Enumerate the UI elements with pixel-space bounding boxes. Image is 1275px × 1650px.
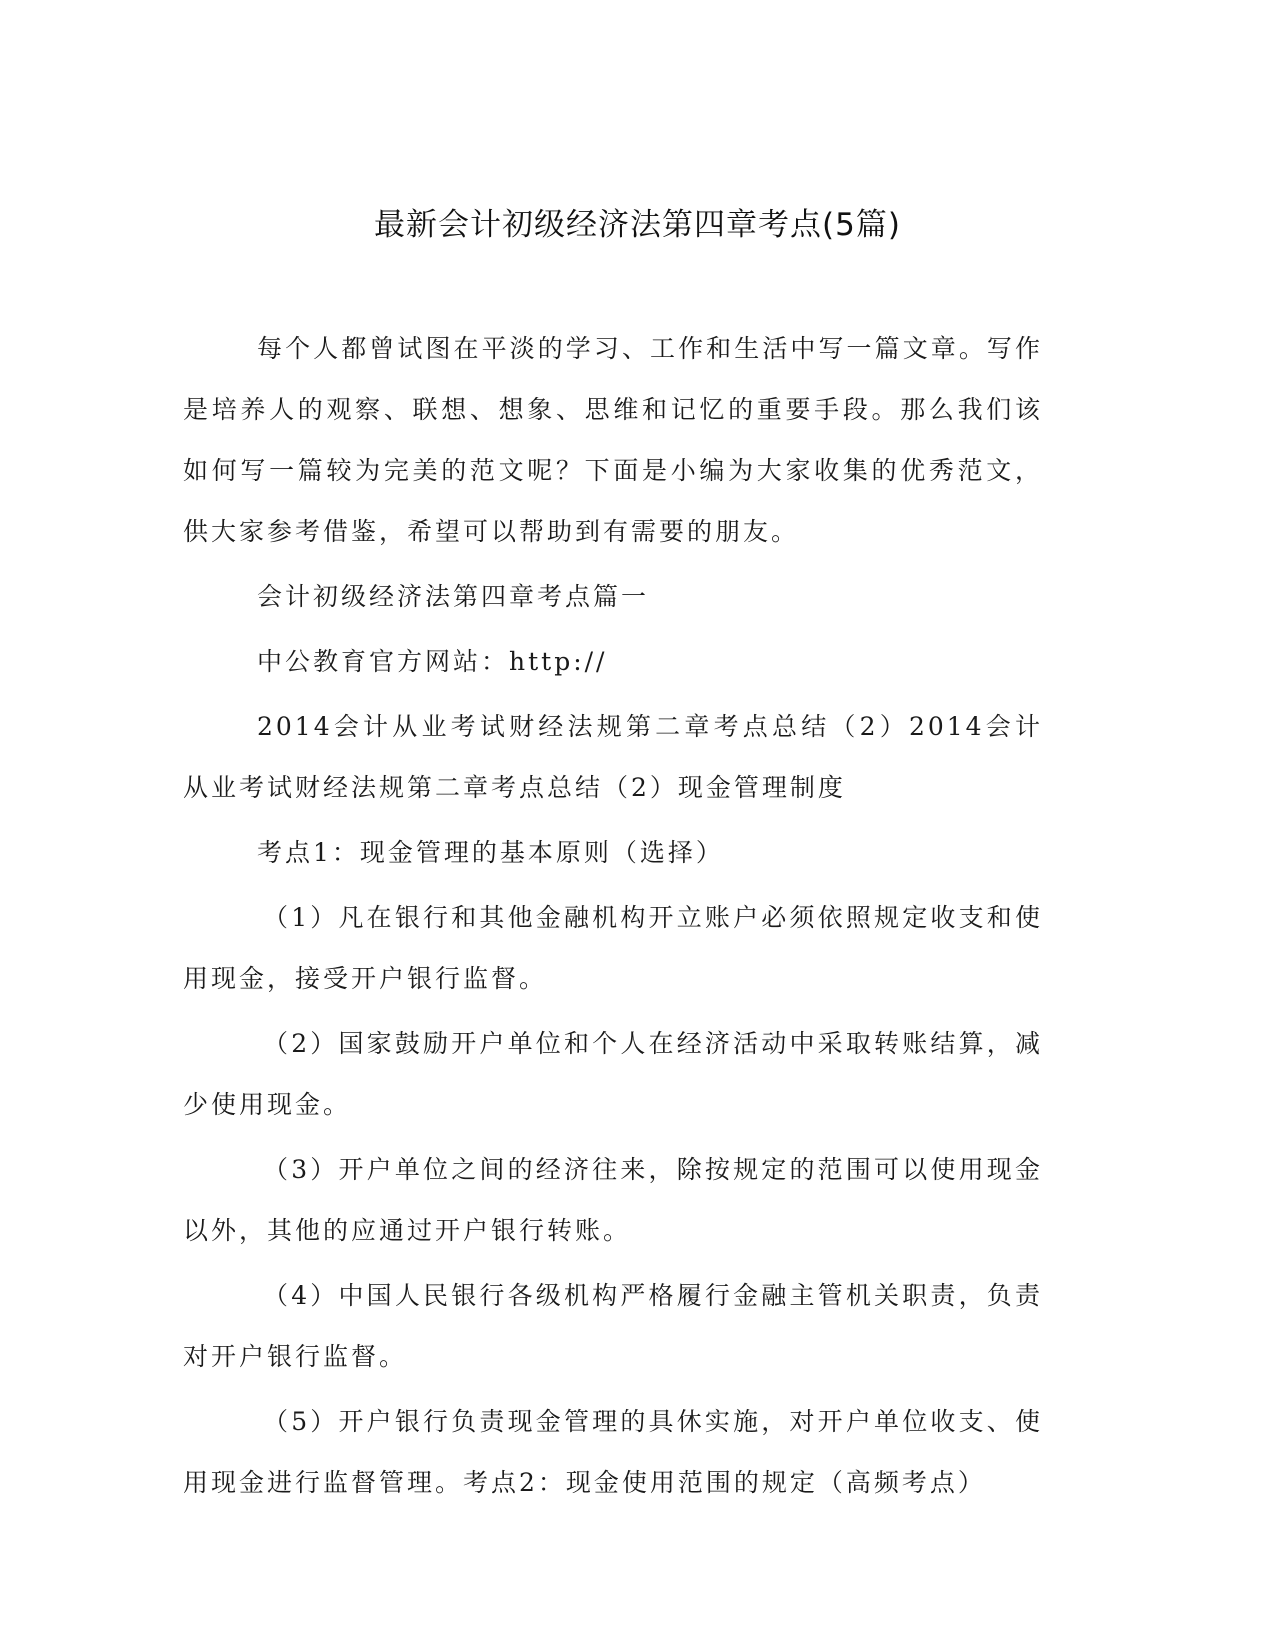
intro-paragraph: 每个人都曾试图在平淡的学习、工作和生活中写一篇文章。写作是培养人的观察、联想、想象、思维和记忆的重要手段。那么我们该如何写一篇较为完美的范文呢？下面是小编为大家收集的优秀范文，供大家参考借鉴，希望可以帮助到有需要的朋友。	[183, 334, 1043, 546]
website-line: 中公教育官方网站：http://	[257, 647, 608, 676]
principle-item: （2）国家鼓励开户单位和个人在经济活动中采取转账结算，减少使用现金。	[183, 1029, 1043, 1119]
section-heading: 会计初级经济法第四章考点篇一	[257, 582, 650, 611]
key-point-heading: 考点1：现金管理的基本原则（选择）	[257, 838, 724, 867]
summary-paragraph: 2014会计从业考试财经法规第二章考点总结（2）2014会计从业考试财经法规第二章考点总结（2）现金管理制度	[183, 712, 1043, 802]
principle-item: （3）开户单位之间的经济往来，除按规定的范围可以使用现金以外，其他的应通过开户银行转账。	[183, 1155, 1043, 1245]
principle-item: （4）中国人民银行各级机构严格履行金融主管机关职责，负责对开户银行监督。	[183, 1281, 1043, 1371]
document-title: 最新会计初级经济法第四章考点(5篇)	[374, 207, 901, 243]
principle-item: （1）凡在银行和其他金融机构开立账户必须依照规定收支和使用现金，接受开户银行监督。	[183, 903, 1043, 993]
principle-item: （5）开户银行负责现金管理的具休实施，对开户单位收支、使用现金进行监督管理。考点2：现金使用范围的规定（高频考点）	[183, 1407, 1043, 1497]
document-body	[183, 318, 1043, 1517]
